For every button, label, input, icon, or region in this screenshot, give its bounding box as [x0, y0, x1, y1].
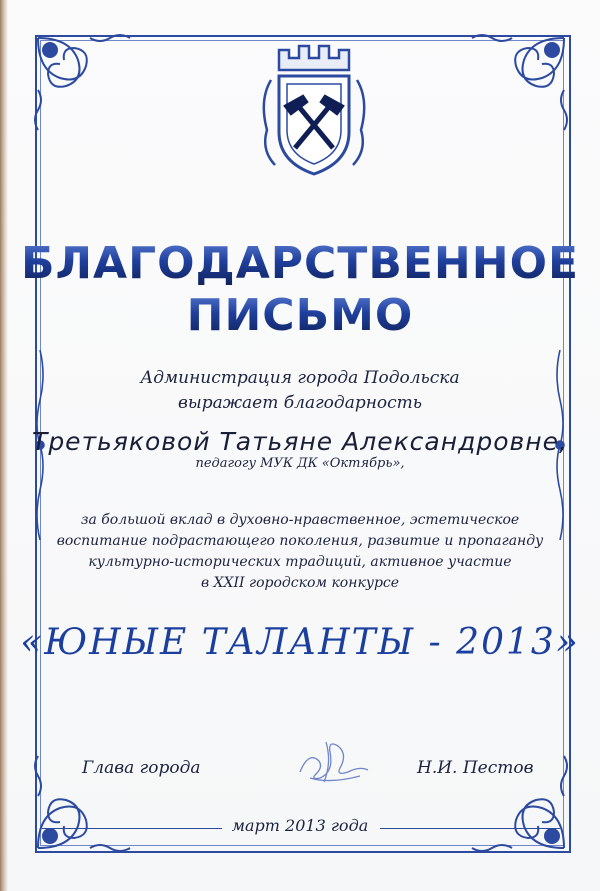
- corner-ornament-icon: [452, 736, 572, 856]
- issuer-text: Администрация города Подольска: [140, 368, 460, 388]
- reason-line: в XXII городском конкурсе: [200, 575, 400, 591]
- reason-paragraph: [0, 510, 600, 594]
- reason-line: воспитание подрастающего поколения, развитие и пропаганду: [56, 533, 544, 549]
- signer-name: Н.И. Пестов: [417, 758, 534, 778]
- title-line-2: ПИСЬМО: [0, 290, 600, 341]
- expresses-text: выражает благодарность: [177, 393, 423, 413]
- corner-ornament-icon: [30, 30, 150, 150]
- recipient-name: Третьяковой Татьяне Александровне,: [32, 427, 568, 456]
- issue-date: март 2013 года: [231, 816, 369, 835]
- corner-ornament-icon: [452, 30, 572, 150]
- coat-of-arms-icon: [257, 40, 372, 180]
- reason-line: культурно-исторических традиций, активное участие: [88, 554, 512, 570]
- reason-line: за большой вклад в духовно-нравственное, эстетическое: [80, 512, 520, 528]
- corner-ornament-icon: [30, 736, 150, 856]
- recipient-role: педагогу МУК ДК «Октябрь»,: [195, 456, 405, 471]
- signature-icon: [290, 732, 375, 787]
- contest-name: «ЮНЫЕ ТАЛАНТЫ - 2013»: [20, 622, 580, 663]
- title-line-1: БЛАГОДАРСТВЕННОЕ: [0, 238, 600, 289]
- signer-title: Глава города: [82, 758, 201, 778]
